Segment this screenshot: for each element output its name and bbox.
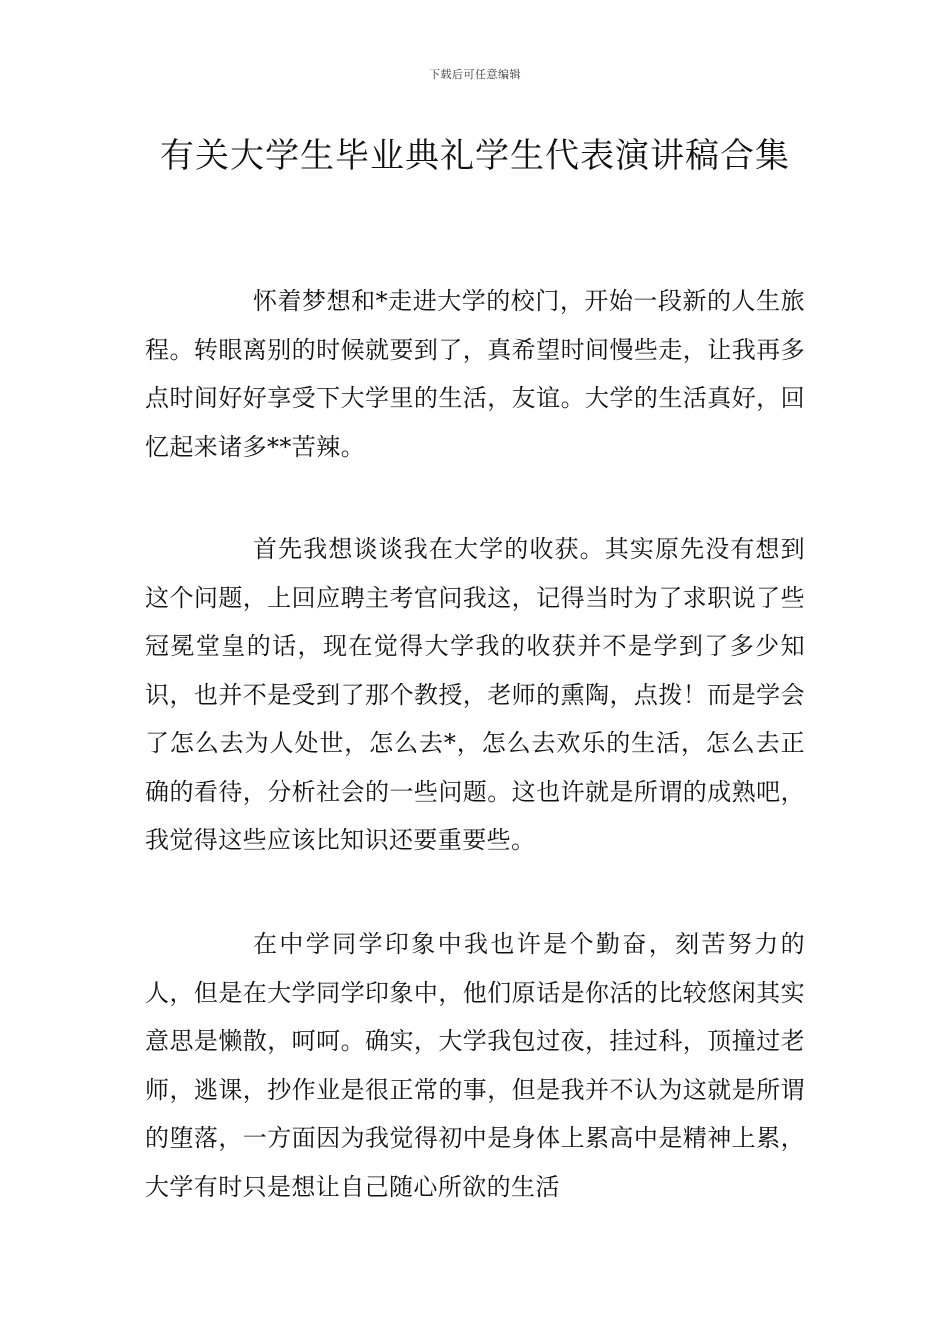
paragraph-1: 怀着梦想和*走进大学的校门，开始一段新的人生旅程。转眼离别的时候就要到了，真希望时间慢些走，让我再多点时间好好享受下大学里的生活，友谊。大学的生活真好，回忆起来诸多**苦辣。: [145, 287, 805, 461]
document-title: 有关大学生毕业典礼学生代表演讲稿合集: [160, 136, 790, 176]
paragraph-3: 在中学同学印象中我也许是个勤奋，刻苦努力的人，但是在大学同学印象中，他们原话是你活的比较悠闲其实意思是懒散，呵呵。确实，大学我包过夜，挂过科，顶撞过老师，逃课，抄作业是很正常的事，但是我并不认为这就是所谓的堕落，一方面因为我觉得初中是身体上累高中是精神上累，大学有时只是想让自己随心所欲的生活: [145, 930, 805, 1201]
header-note: 下载后可任意编辑: [429, 68, 521, 81]
paragraph-2: 首先我想谈谈我在大学的收获。其实原先没有想到这个问题，上回应聘主考官问我这，记得当时为了求职说了些冠冕堂皇的话，现在觉得大学我的收获并不是学到了多少知识，也并不是受到了那个教授，老师的熏陶，点拨！而是学会了怎么去为人处世，怎么去*，怎么去欢乐的生活，怎么去正确的看待，分析社会的一些问题。这也许就是所谓的成熟吧，我觉得这些应该比知识还要重要些。: [145, 535, 805, 854]
